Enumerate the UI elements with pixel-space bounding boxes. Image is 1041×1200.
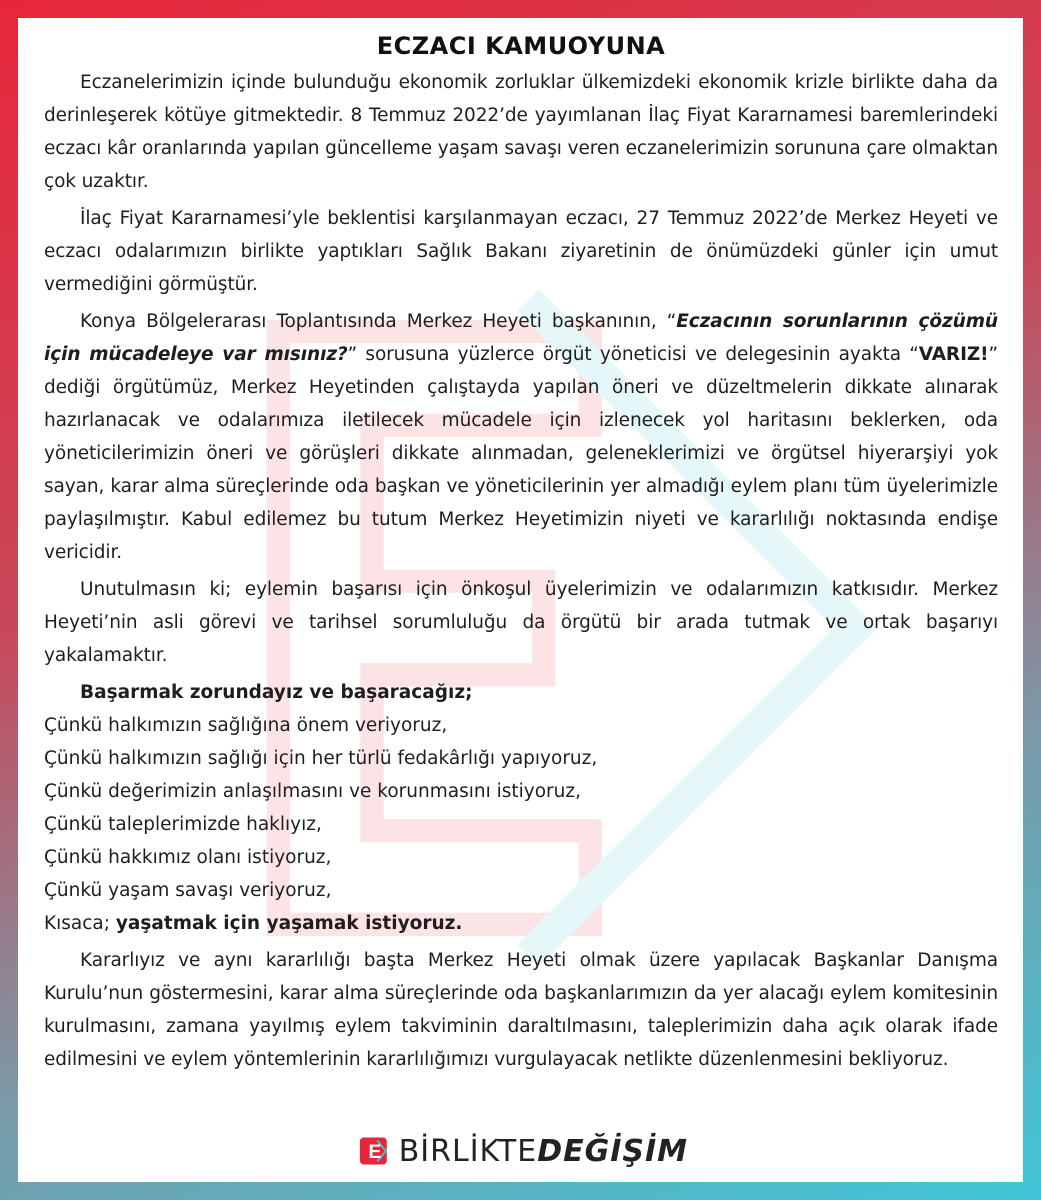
document-body: [44, 32, 998, 1080]
list-item: Çünkü halkımızın sağlığına önem veriyoruz,: [44, 715, 448, 736]
list-item: Çünkü hakkımız olanı istiyoruz,: [44, 847, 332, 868]
p3-variz: VARIZ!: [918, 344, 989, 365]
p3-text-e: ” dediği örgütümüz, Merkez Heyetinden çalıştayda yapılan öneri ve düzeltmelerin dikkate alınarak hazırlanacak ve odalarımıza iletilecek mücadele için izlenecek yol haritasını beklerken, oda yöneticilerimizin öneri ve görüşleri dikkate alınmadan, geleneklerimizi ve örgütsel hiyerarşiyi yok sayan, karar alma süreçlerinde oda başkan ve yöneticilerinin yer almadığı eylem planı tüm üyelerimizle paylaşılmıştır. Kabul edilemez bu tutum Merkez Heyetimizin niyeti ve kararlılığı noktasında endişe vericidir.: [44, 344, 998, 563]
page-title: ECZACI KAMUOYUNA: [376, 32, 666, 60]
list-item: Çünkü değerimizin anlaşılmasını ve korunmasını istiyoruz,: [44, 781, 581, 802]
paragraph-1: Eczanelerimizin içinde bulunduğu ekonomik zorluklar ülkemizdeki ekonomik krizle birlikte daha da derinleşerek kötüye gitmektedir. 8 Temmuz 2022’de yayımlanan İlaç Fiyat Kararnamesi baremlerindeki eczacı kâr oranlarında yapılan güncelleme yaşam savaşı veren eczanelerimizin sorununa çare olmaktan çok uzaktır.: [44, 72, 998, 192]
list-item: Çünkü yaşam savaşı veriyoruz,: [44, 880, 332, 901]
paragraph-4: Unutulmasın ki; eylemin başarısı için önkoşul üyelerimizin ve odalarımızın katkısıdır. Merkez Heyeti’nin asli görevi ve tarihsel sorumluluğu da örgütü bir arada tutmak ve ortak başarıyı yakalamaktır.: [44, 579, 998, 666]
logo-word-2: DEĞİŞİM: [537, 1133, 688, 1169]
slogan: Başarmak zorundayız ve başaracağız;: [80, 682, 473, 703]
p3-text-a: Konya Bölgelerarası Toplantısında Merkez Heyeti başkanının, “: [80, 311, 677, 332]
closing-prefix: Kısaca;: [44, 913, 116, 934]
document-sheet: [18, 18, 1023, 1182]
paragraph-5: Kararlıyız ve aynı kararlılığı başta Merkez Heyeti olmak üzere yapılacak Başkanlar Danışma Kurulu’nun göstermesini, karar alma süreçlerinde oda başkanlarımızın da yer alacağı eylem komitesinin kurulmasını, zamana yayılmış eylem takviminin daraltılmasını, taleplerimizin daha açık olarak ifade edilmesini ve eylem yöntemlerinin kararlılığımızı vurgulayacak netlikte düzenlenmesini bekliyoruz.: [44, 950, 998, 1070]
list-item: Çünkü halkımızın sağlığı için her türlü fedakârlığı yapıyoruz,: [44, 748, 598, 769]
paragraph-3: [44, 305, 998, 569]
logo-text: [399, 1134, 688, 1169]
e-logo-icon: [358, 1119, 389, 1182]
closing-line: [44, 907, 998, 940]
logo-word-1: BİRLİKTE: [398, 1133, 538, 1169]
list-item: Çünkü taleplerimizde haklıyız,: [44, 814, 322, 835]
p3-question: Eczacının sorunlarının çözümü için mücadeleye var mısınız?: [44, 311, 999, 365]
logo-mark-letter: E: [368, 1142, 382, 1164]
closing-bold: yaşatmak için yaşamak istiyoruz.: [115, 913, 463, 934]
birlikte-degisim-logo: [358, 1116, 688, 1182]
p3-text-c: ” sorusuna yüzlerce örgüt yöneticisi ve delegesinin ayakta “: [347, 344, 919, 365]
paragraph-2: İlaç Fiyat Kararnamesi’yle beklentisi karşılanmayan eczacı, 27 Temmuz 2022’de Merkez Heyeti ve eczacı odalarımızın birlikte yaptıkları Sağlık Bakanı ziyaretinin de önümüzdeki günler için umut vermediğini görmüştür.: [44, 208, 998, 295]
